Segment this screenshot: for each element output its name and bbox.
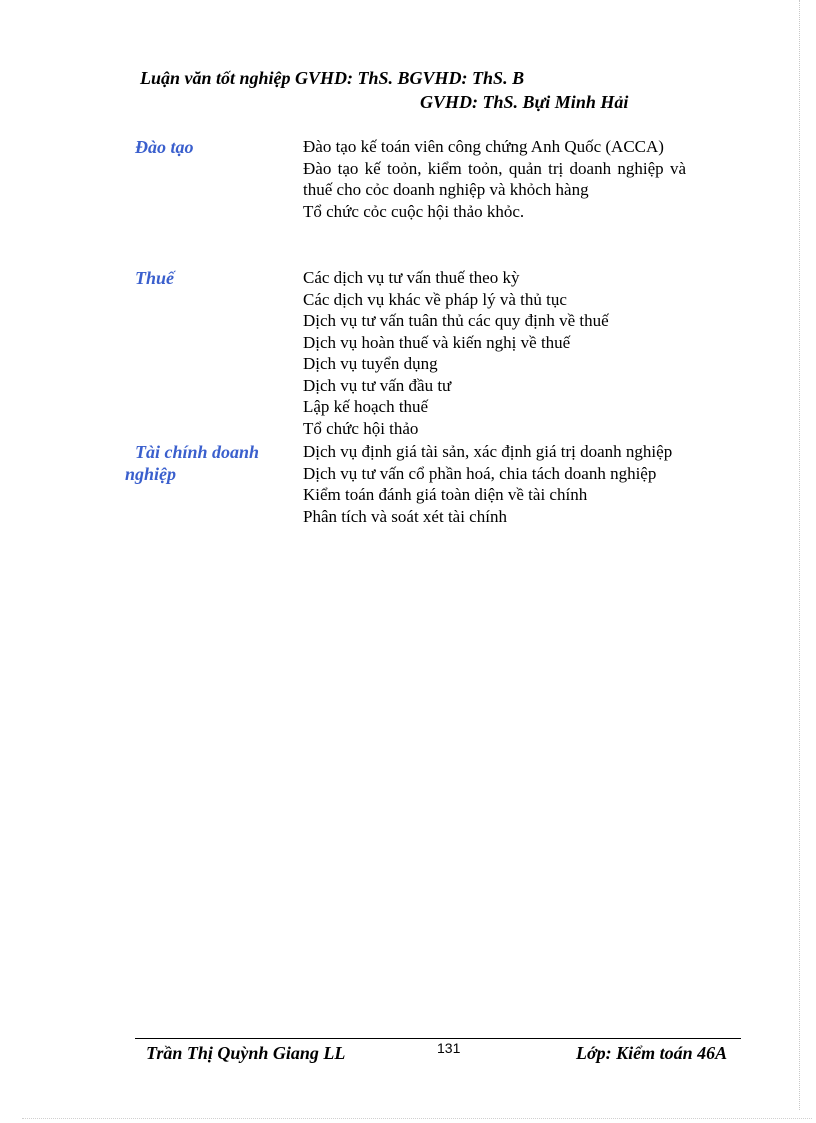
list-item: Phân tích và soát xét tài chính bbox=[303, 506, 507, 526]
page-border-right bbox=[799, 0, 800, 1110]
list-item: Dịch vụ tuyển dụng bbox=[303, 354, 438, 373]
list-item: Kiểm toán đánh giá toàn diện về tài chính bbox=[303, 485, 588, 504]
list-item: Các dịch vụ tư vấn thuế theo kỳ bbox=[303, 268, 520, 287]
section-items-tax bbox=[303, 267, 723, 439]
section-label-tax: Thuế bbox=[135, 268, 175, 288]
list-item: Tổ chức hội thảo bbox=[303, 418, 419, 438]
section-items-corporate-finance bbox=[303, 441, 721, 527]
list-item: Dịch vụ hoàn thuế và kiến nghị về thuế bbox=[303, 332, 571, 352]
list-item: Dịch vụ tư vấn cổ phần hoá, chia tách doanh nghiệp bbox=[303, 463, 657, 483]
header-supervisor: GVHD: ThS. Bựi Minh Hải bbox=[420, 92, 629, 112]
section-items-training bbox=[303, 136, 686, 222]
list-item: Dịch vụ tư vấn đầu tư bbox=[303, 375, 452, 395]
footer-divider bbox=[135, 1038, 741, 1039]
list-item: Đào tạo kế toán viên công chứng Anh Quốc (ACCA) bbox=[303, 137, 664, 156]
list-item: Các dịch vụ khác về pháp lý và thủ tục bbox=[303, 289, 567, 309]
section-label-line2: nghiệp bbox=[125, 464, 177, 484]
list-item: Lập kế hoạch thuế bbox=[303, 397, 429, 416]
header-title: Luận văn tốt nghiệp GVHD: ThS. BGVHD: ThS. B bbox=[140, 68, 525, 88]
list-item: Dịch vụ tư vấn tuân thủ các quy định về thuế bbox=[303, 311, 609, 330]
page-border-bottom bbox=[22, 1118, 812, 1119]
section-label-corporate-finance bbox=[125, 441, 259, 485]
section-label-line1: Tài chính doanh bbox=[135, 442, 260, 462]
list-item: Dịch vụ định giá tài sản, xác định giá trị doanh nghiệp bbox=[303, 442, 673, 461]
section-label-training: Đào tạo bbox=[135, 137, 194, 157]
page-number: 131 bbox=[437, 1040, 461, 1056]
footer-class: Lớp: Kiểm toán 46A bbox=[576, 1043, 728, 1063]
list-item: Đào tạo kế toỏn, kiểm toỏn, quản trị doanh nghiệp và thuế cho cỏc doanh nghiệp và khỏch hàng bbox=[303, 158, 686, 199]
list-item: Tổ chức cỏc cuộc hội thảo khỏc. bbox=[303, 201, 525, 221]
footer-author: Trần Thị Quỳnh Giang LL bbox=[146, 1043, 346, 1063]
